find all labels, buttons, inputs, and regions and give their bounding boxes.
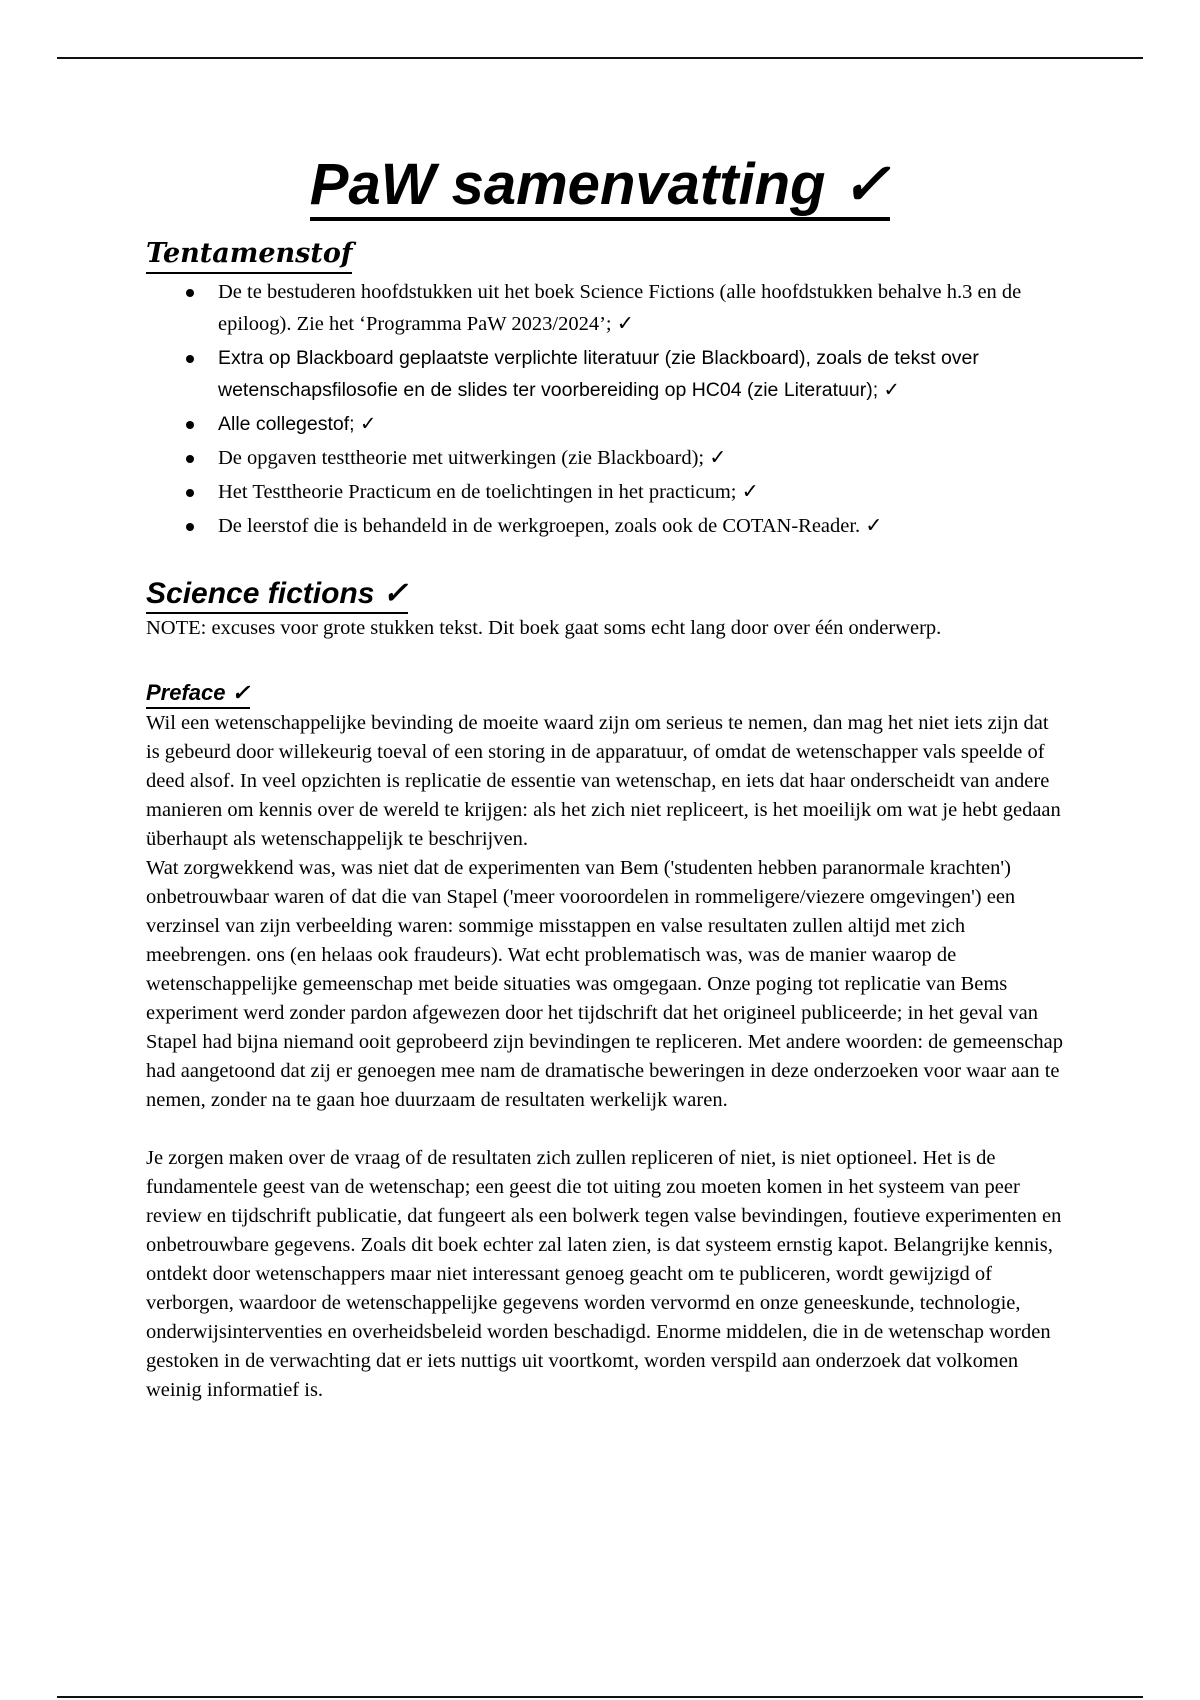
science-fictions-heading: Science fictions ✓ (146, 576, 408, 614)
preface-paragraph-2: Wat zorgwekkend was, was niet dat de experimenten van Bem ('studenten hebben paranormale krachten') onbetrouwbaar waren of dat die van Stapel ('meer vooroordelen in rommeligere/viezere omgevingen') een verzinsel van zijn verbeelding waren: sommige misstappen en valse resultaten zullen altijd met zich meebrengen. ons (en helaas ook fraudeurs). Wat echt problematisch was, was de manier waarop de wetenschappelijke gemeenschap met beide situaties was omgegaan. Onze poging tot replicatie van Bems experiment werd zonder pardon afgewezen door het tijdschrift dat het origineel publiceerde; in het geval van Stapel had bijna niemand ooit geprobeerd zijn bevindingen te repliceren. Met andere woorden: de gemeenschap had aangetoond dat zij er genoegen mee nam de dramatische beweringen in deze onderzoeken voor waar aan te nemen, zonder na te gaan hoe duurzaam de resultaten werkelijk waren. (146, 857, 1064, 1111)
list-item: De leerstof die is behandeld in de werkgroepen, zoals ook de COTAN-Reader. ✓ (146, 510, 1066, 542)
page-title-text: PaW samenvatting ✓ (310, 152, 890, 221)
list-item: Alle collegestof; ✓ (146, 408, 1066, 440)
science-fictions-note: NOTE: excuses voor grote stukken tekst. Dit boek gaat soms echt lang door over één onderwerp. (146, 617, 942, 639)
science-fictions-section (146, 576, 1066, 643)
preface-section (146, 679, 1066, 1405)
list-item: Extra op Blackboard geplaatste verplichte literatuur (zie Blackboard), zoals de tekst over wetenschapsfilosofie en de slides ter voorbereiding op HC04 (zie Literatuur); ✓ (146, 342, 1066, 406)
list-item: Het Testtheorie Practicum en de toelichtingen in het practicum; ✓ (146, 476, 1066, 508)
list-item: De opgaven testtheorie met uitwerkingen (zie Blackboard); ✓ (146, 442, 1066, 474)
page-bottom-rule (57, 1696, 1143, 1698)
tentamenstof-section (146, 236, 1066, 542)
page-top-rule (57, 57, 1143, 59)
preface-paragraph-1: Wil een wetenschappelijke bevinding de moeite waard zijn om serieus te nemen, dan mag het niet iets zijn dat is gebeurd door willekeurig toeval of een storing in de apparatuur, of omdat de wetenschapper vals speelde of deed alsof. In veel opzichten is replicatie de essentie van wetenschap, en iets dat haar onderscheidt van andere manieren om kennis over de wereld te krijgen: als het zich niet repliceert, is het moeilijk om wat je hebt gedaan überhaupt als wetenschappelijk te beschrijven. (146, 712, 1061, 850)
document-body (146, 236, 1066, 1405)
list-item: De te bestuderen hoofdstukken uit het boek Science Fictions (alle hoofdstukken behalve h.3 en de epiloog). Zie het ‘Programma PaW 2023/2024’; ✓ (146, 276, 1066, 340)
tentamenstof-list (146, 276, 1066, 542)
tentamenstof-heading: Tentamenstof (146, 236, 352, 274)
preface-heading: Preface ✓ (146, 679, 250, 709)
preface-paragraph-3: Je zorgen maken over de vraag of de resultaten zich zullen repliceren of niet, is niet optioneel. Het is de fundamentele geest van de wetenschap; een geest die tot uiting zou moeten komen in het systeem van peer review en tijdschrift publicatie, dat fungeert als een bolwerk tegen valse bevindingen, foutieve experimenten en onbetrouwbare gegevens. Zoals dit boek echter zal laten zien, is dat systeem ernstig kapot. Belangrijke kennis, ontdekt door wetenschappers maar niet interessant genoeg geacht om te publiceren, wordt gewijzigd of verborgen, waardoor de wetenschappelijke gegevens worden vervormd en onze geneeskunde, technologie, onderwijsinterventies en overheidsbeleid worden beschadigd. Enorme middelen, die in de wetenschap worden gestoken in de verwachting dat er iets nuttigs uit voortkomt, worden verspild aan onderzoek dat volkomen weinig informatief is. (146, 1147, 1062, 1401)
page-title (0, 150, 1200, 220)
